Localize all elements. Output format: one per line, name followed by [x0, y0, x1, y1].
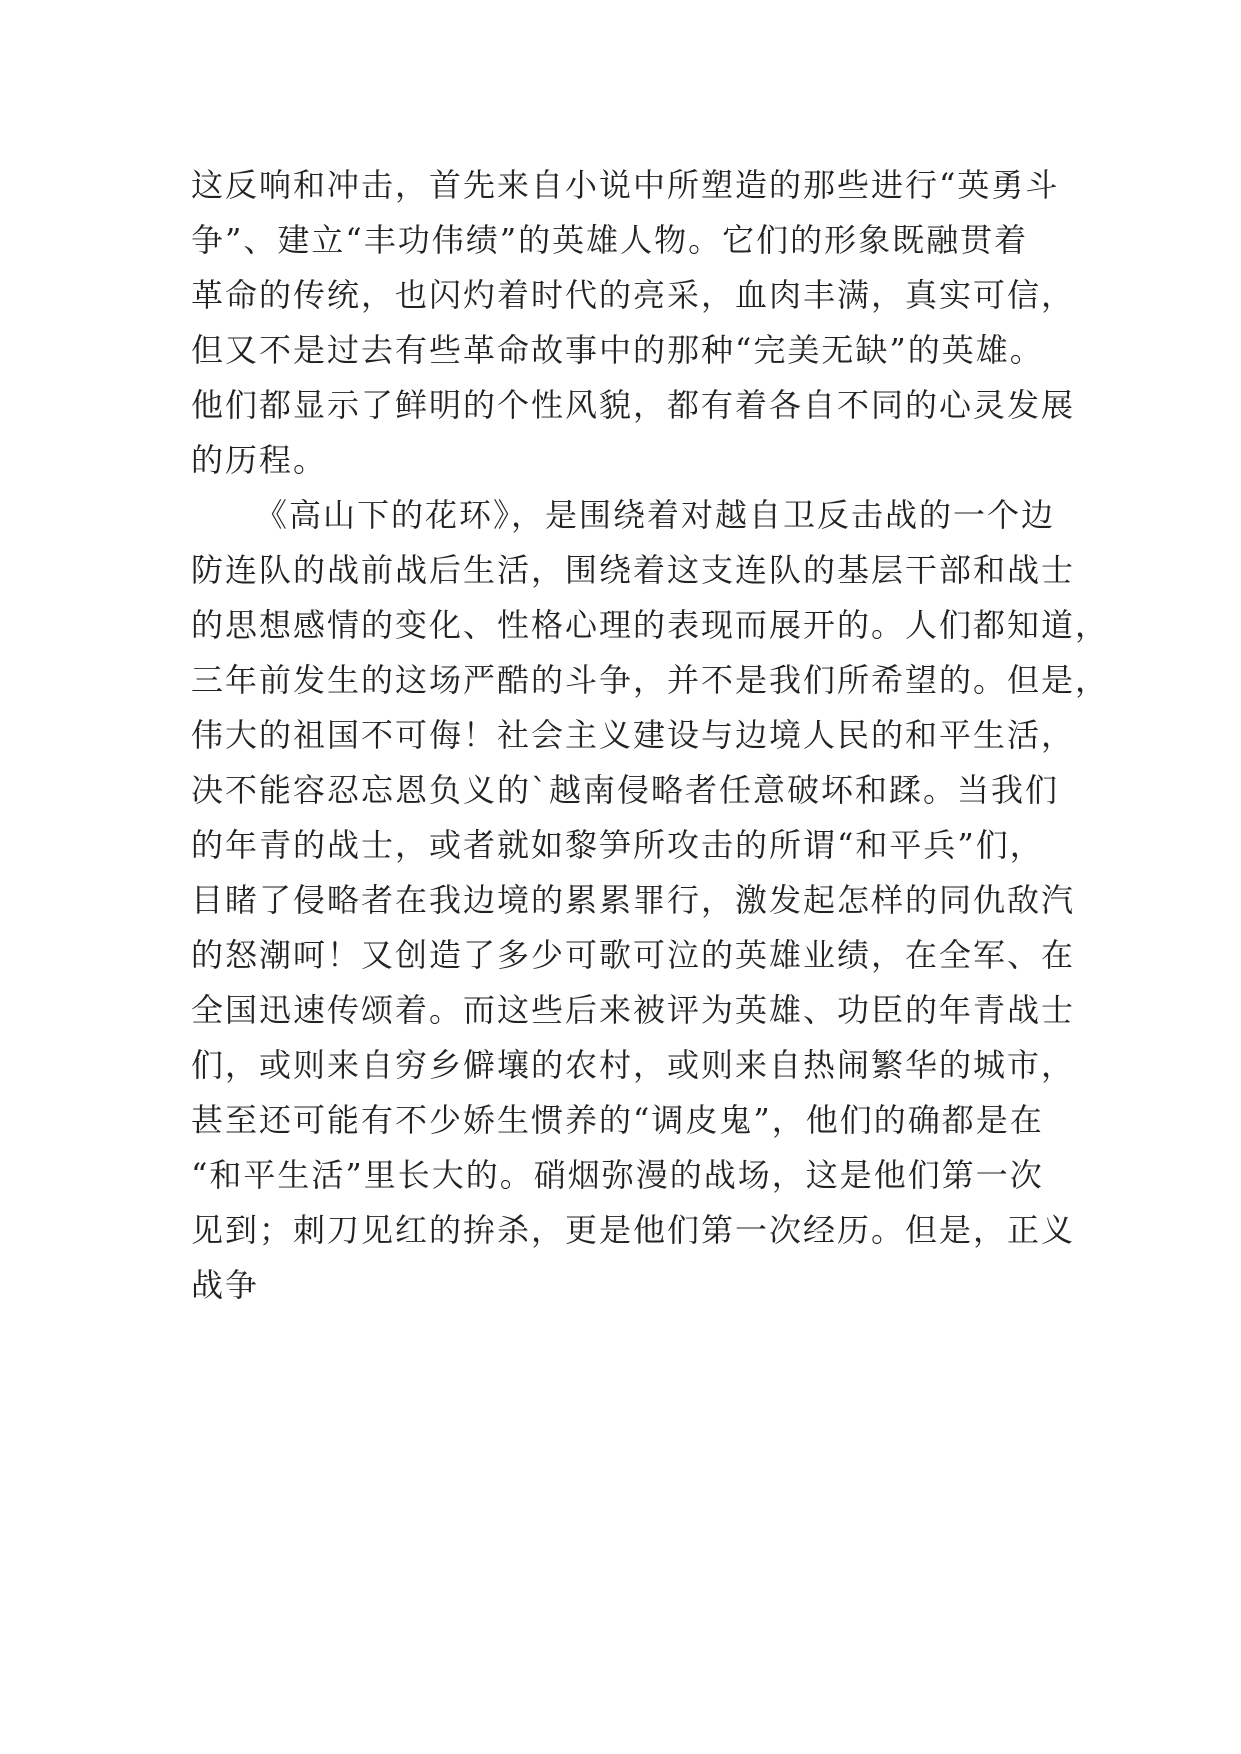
text-line: 的思想感情的变化、性格心理的表现而展开的。人们都知道，: [191, 606, 1110, 644]
paragraph-first-line: 《高山下的花环》，是围绕着对越自卫反击战的一个边: [255, 496, 1056, 534]
text-line: 目睹了侵略者在我边境的累累罪行，激发起怎样的同仇敌汽: [191, 881, 1076, 919]
text-line: 的怒潮呵！又创造了多少可歌可泣的英雄业绩，在全军、在: [191, 936, 1076, 974]
text-line: 防连队的战前战后生活，围绕着这支连队的基层干部和战士: [191, 551, 1076, 589]
text-line: 的历程。: [191, 441, 328, 479]
text-line: 见到；刺刀见红的拚杀，更是他们第一次经历。但是，正义: [191, 1211, 1076, 1249]
text-line: “和平生活”里长大的。硝烟弥漫的战场，这是他们第一次: [191, 1156, 1044, 1194]
text-line: 的年青的战士，或者就如黎笋所攻击的所谓“和平兵”们，: [191, 826, 1044, 864]
text-line: 全国迅速传颂着。而这些后来被评为英雄、功臣的年青战士: [191, 991, 1076, 1029]
text-line: 战争: [191, 1266, 260, 1304]
text-line: 们，或则来自穷乡僻壤的农村，或则来自热闹繁华的城市，: [191, 1046, 1076, 1084]
text-line: 伟大的祖国不可侮！社会主义建设与边境人民的和平生活，: [191, 716, 1076, 754]
text-line: 决不能容忍忘恩负义的`越南侵略者任意破坏和蹂。当我们: [191, 771, 1060, 809]
body-text: [191, 158, 1110, 1313]
text-line: 但又不是过去有些革命故事中的那种“完美无缺”的英雄。: [191, 331, 1044, 369]
text-line: 甚至还可能有不少娇生惯养的“调皮鬼”，他们的确都是在: [191, 1101, 1044, 1139]
text-line: 争”、建立“丰功伟绩”的英雄人物。它们的形象既融贯着: [191, 221, 1029, 259]
text-line: 革命的传统，也闪灼着时代的亮采，血肉丰满，真实可信，: [191, 276, 1076, 314]
text-line: 这反响和冲击，首先来自小说中所塑造的那些进行“英勇斗: [191, 166, 1060, 204]
text-line: 三年前发生的这场严酷的斗争，并不是我们所希望的。但是，: [191, 661, 1110, 699]
text-line: 他们都显示了鲜明的个性风貌，都有着各自不同的心灵发展: [191, 386, 1076, 424]
